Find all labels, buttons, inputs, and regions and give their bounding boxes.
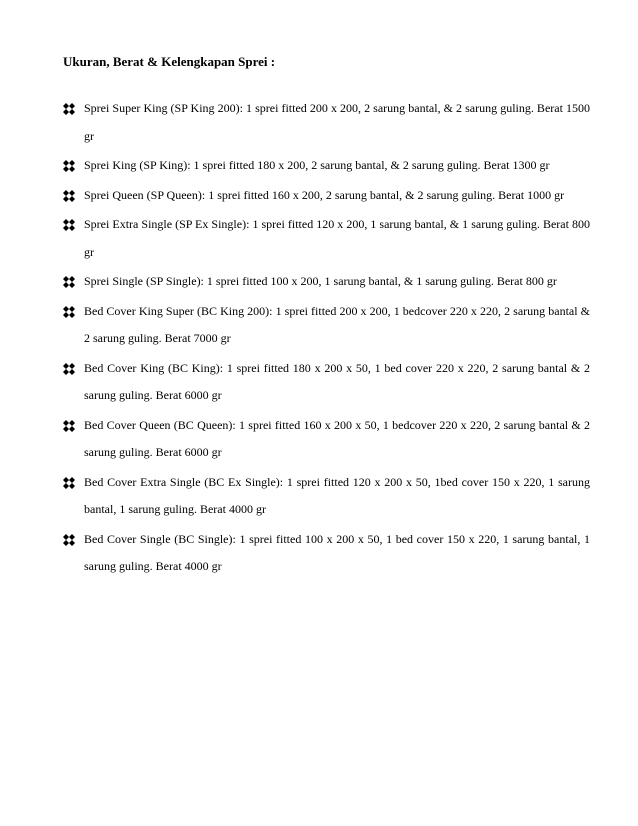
list-item-text: Bed Cover King Super (BC King 200): 1 sprei fitted 200 x 200, 1 bedcover 220 x 220, 2 sarung bantal & 2 sarung guling. Berat 7000 gr xyxy=(84,303,590,345)
list-item-text: Bed Cover Extra Single (BC Ex Single): 1 sprei fitted 120 x 200 x 50, 1bed cover 150 x 220, 1 sarung bantal, 1 sarung guling. Berat 4000 gr xyxy=(84,474,590,516)
list-item-text: Sprei Extra Single (SP Ex Single): 1 sprei fitted 120 x 200, 1 sarung bantal, & 1 sarung guling. Berat 800 gr xyxy=(84,217,590,259)
list-item xyxy=(63,268,590,296)
product-list xyxy=(63,95,590,583)
diamond-bullet-icon xyxy=(63,276,75,288)
list-item-text: Sprei Super King (SP King 200): 1 sprei fitted 200 x 200, 2 sarung bantal, & 2 sarung guling. Berat 1500 gr xyxy=(84,101,590,143)
diamond-bullet-icon xyxy=(63,477,75,489)
list-item-text: Bed Cover Single (BC Single): 1 sprei fitted 100 x 200 x 50, 1 bed cover 150 x 220, 1 sarung bantal, 1 sarung guling. Berat 4000 gr xyxy=(84,531,590,573)
list-item xyxy=(63,469,590,524)
diamond-bullet-icon xyxy=(63,219,75,231)
diamond-bullet-icon xyxy=(63,534,75,546)
diamond-bullet-icon xyxy=(63,363,75,375)
list-item xyxy=(63,355,590,410)
list-item xyxy=(63,412,590,467)
list-item xyxy=(63,211,590,266)
list-item-text: Bed Cover King (BC King): 1 sprei fitted 180 x 200 x 50, 1 bed cover 220 x 220, 2 sarung bantal & 2 sarung guling. Berat 6000 gr xyxy=(84,360,590,402)
list-item-text: Bed Cover Queen (BC Queen): 1 sprei fitted 160 x 200 x 50, 1 bedcover 220 x 220, 2 sarung bantal & 2 sarung guling. Berat 6000 gr xyxy=(84,417,590,459)
diamond-bullet-icon xyxy=(63,103,75,115)
section-heading: Ukuran, Berat & Kelengkapan Sprei : xyxy=(63,54,276,69)
list-item xyxy=(63,526,590,581)
list-item xyxy=(63,152,590,180)
diamond-bullet-icon xyxy=(63,160,75,172)
diamond-bullet-icon xyxy=(63,420,75,432)
list-item xyxy=(63,182,590,210)
list-item-text: Sprei Queen (SP Queen): 1 sprei fitted 160 x 200, 2 sarung bantal, & 2 sarung guling. Berat 1000 gr xyxy=(84,187,565,202)
list-item-text: Sprei Single (SP Single): 1 sprei fitted 100 x 200, 1 sarung bantal, & 1 sarung guling. Berat 800 gr xyxy=(84,274,557,288)
diamond-bullet-icon xyxy=(63,306,75,318)
list-item-text: Sprei King (SP King): 1 sprei fitted 180 x 200, 2 sarung bantal, & 2 sarung guling. Berat 1300 gr xyxy=(84,158,550,172)
list-item xyxy=(63,298,590,353)
diamond-bullet-icon xyxy=(63,190,75,202)
list-item xyxy=(63,95,590,150)
